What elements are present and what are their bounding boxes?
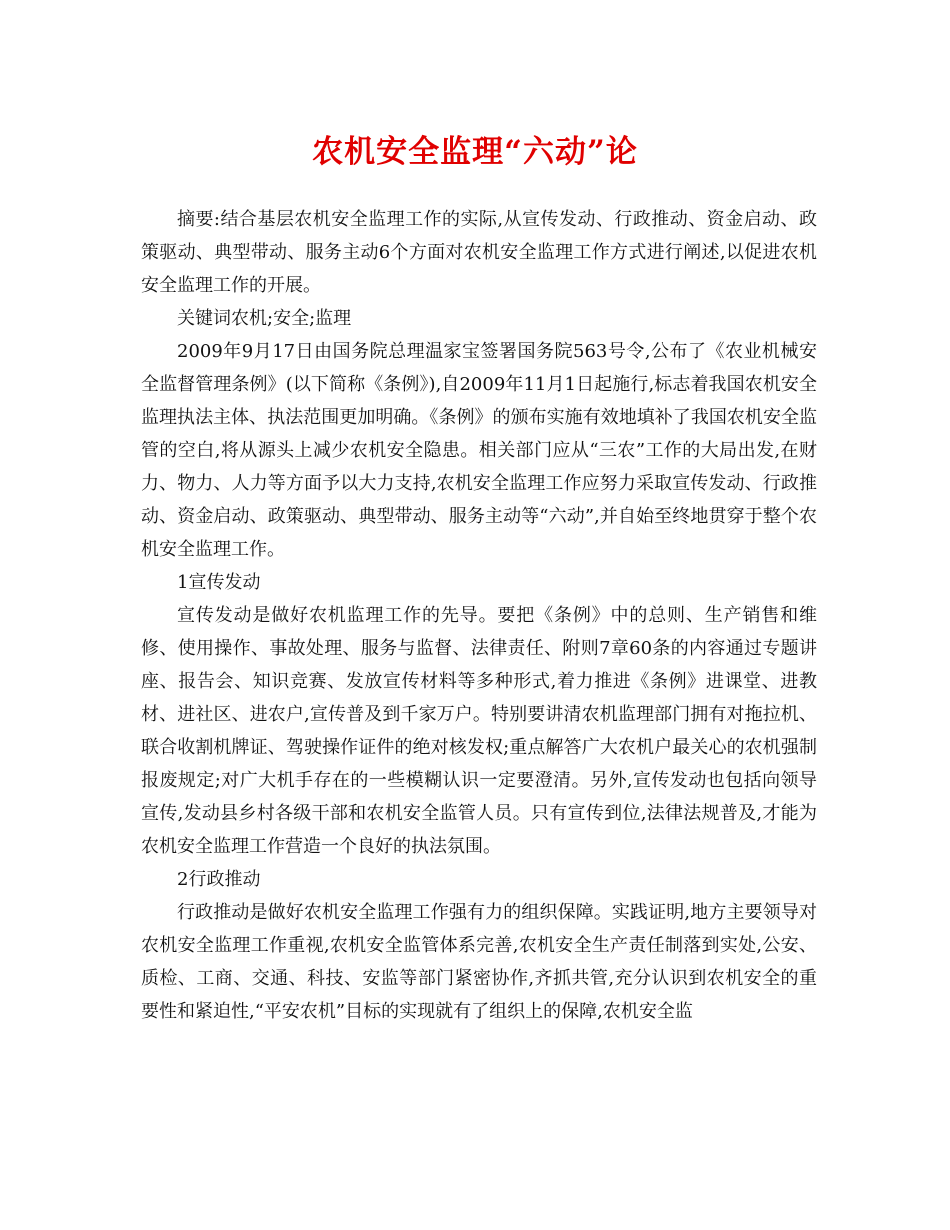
intro-paragraph: 2009年9月17日由国务院总理温家宝签署国务院563号令,公布了《农业机械安全监督管理条例》(以下简称《条例》),自2009年11月1日起施行,标志着我国农机安全监理执法主体、执法范围更加明确。《条例》的颁布实施有效地填补了我国农机安全监管的空白,将从源头上减少农机安全隐患。相关部门应从“三农”工作的大局出发,在财力、物力、人力等方面予以大力支持,农机安全监理工作应努力采取宣传发动、行政推动、资金启动、政策驱动、典型带动、服务主动等“六动”,并自始至终地贯穿于整个农机安全监理工作。	[141, 341, 817, 560]
abstract-paragraph: 摘要:结合基层农机安全监理工作的实际,从宣传发动、行政推动、资金启动、政策驱动、典型带动、服务主动6个方面对农机安全监理工作方式进行阐述,以促进农机安全监理工作的开展。	[141, 209, 817, 296]
section-heading-2: 2行政推动	[177, 869, 261, 890]
section-1-paragraph: 宣传发动是做好农机监理工作的先导。要把《条例》中的总则、生产销售和维修、使用操作、事故处理、服务与监督、法律责任、附则7章60条的内容通过专题讲座、报告会、知识竞赛、发放宣传材料等多种形式,着力推进《条例》进课堂、进教材、进社区、进农户,宣传普及到千家万户。特别要讲清农机监理部门拥有对拖拉机、联合收割机牌证、驾驶操作证件的绝对核发权;重点解答广大农机户最关心的农机强制报废规定;对广大机手存在的一些模糊认识一定要澄清。另外,宣传发动也包括向领导宣传,发动县乡村各级干部和农机安全监管人员。只有宣传到位,法律法规普及,才能为农机安全监理工作营造一个良好的执法氛围。	[141, 605, 817, 857]
document-body	[141, 203, 817, 1028]
section-2-paragraph: 行政推动是做好农机安全监理工作强有力的组织保障。实践证明,地方主要领导对农机安全监理工作重视,农机安全监管体系完善,农机安全生产责任制落到实处,公安、质检、工商、交通、科技、安监等部门紧密协作,齐抓共管,充分认识到农机安全的重要性和紧迫性,“平安农机”目标的实现就有了组织上的保障,农机安全监	[141, 902, 817, 1022]
keywords-paragraph: 关键词农机;安全;监理	[177, 308, 352, 329]
section-heading-1: 1宣传发动	[177, 572, 261, 593]
document-title: 农机安全监理“六动”论	[312, 134, 638, 170]
